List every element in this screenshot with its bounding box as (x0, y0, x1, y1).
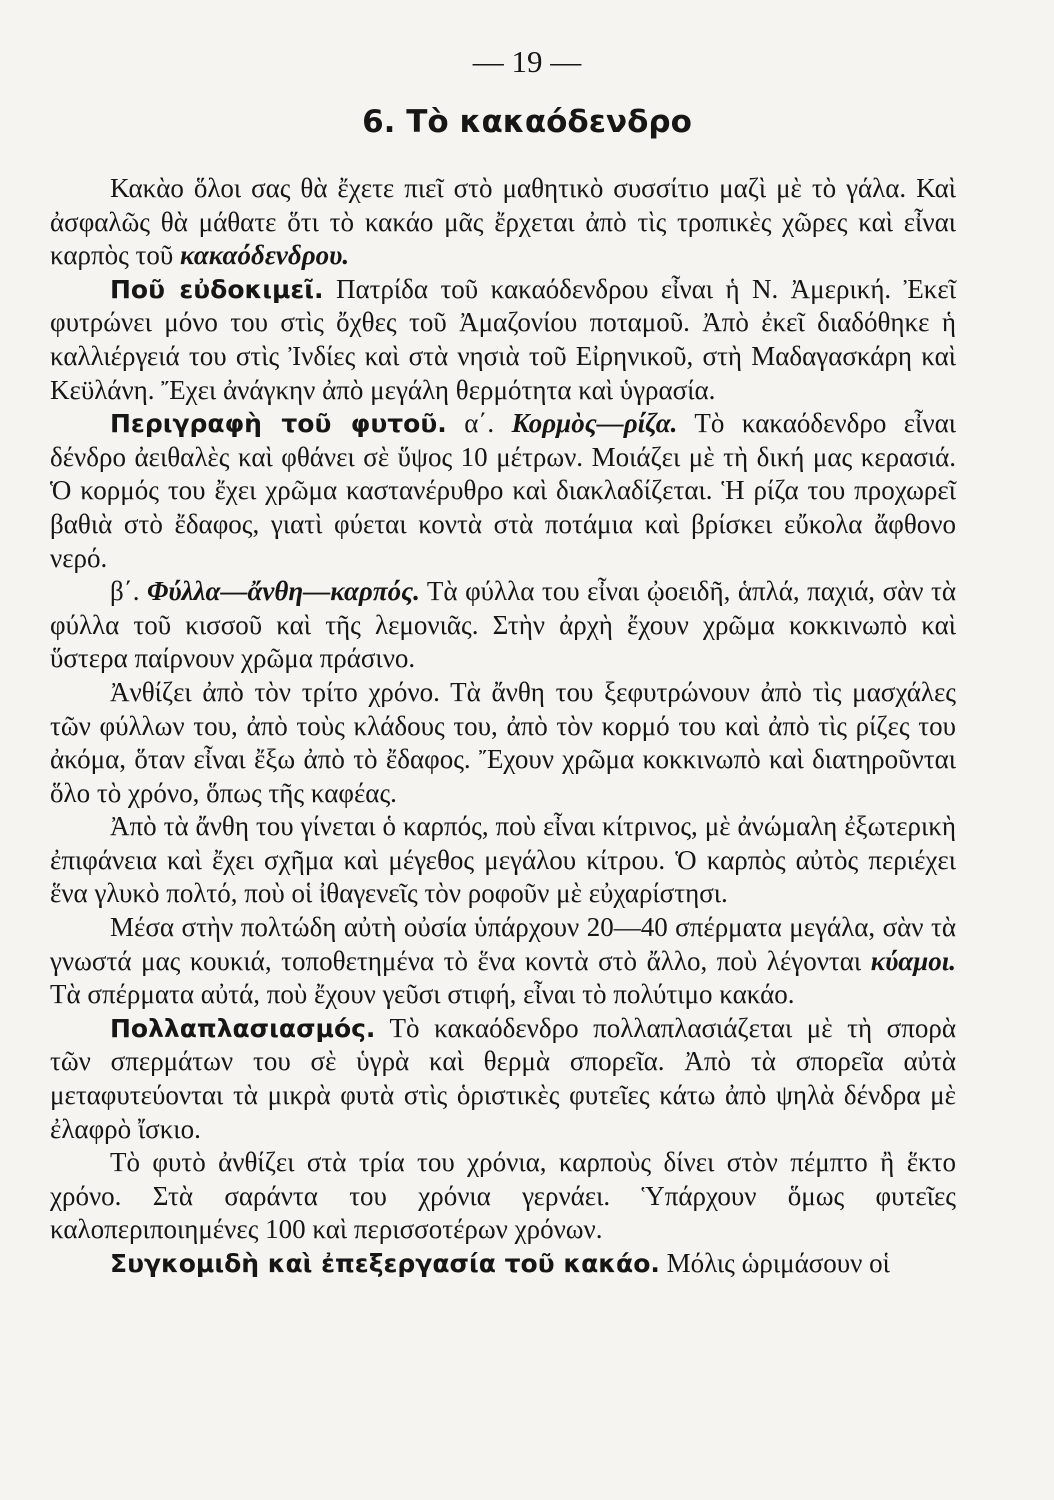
page-number: — 19 — (472, 44, 582, 79)
emphasized-term: κύαμοι. (870, 945, 956, 976)
paragraph-harvest (50, 1247, 956, 1281)
paragraph-intro (50, 172, 956, 273)
paragraph-text: Μέσα στὴν πολτώδη αὐτὴ οὐσία ὑπάρχουν 20—40 σπέρματα μεγάλα, σὰν τὰ γνωστά μας κουκιά, τοποθετημένα τὸ ἕνα κοντὰ στὸ ἄλλο, ποὺ λέγονται (50, 912, 956, 976)
section-heading: Περιγραφὴ τοῦ φυτοῦ. (110, 409, 447, 439)
paragraph-text: Τὸ κακαόδενδρο πολλαπλασιάζεται μὲ τὴ σπορὰ τῶν σπερμάτων του σὲ ὑγρὰ καὶ θερμὰ σπορεῖα. Ἀπὸ τὰ σπορεῖα αὐτὰ μεταφυτεύονται τὰ μικρὰ φυτὰ στὶς ὁριστικὲς φυτεῖες κάτω ἀπὸ ψηλὰ δένδρα μὲ ἐλαφρὸ ἴσκιο. (50, 1012, 956, 1144)
paragraph-habitat (50, 273, 956, 407)
paragraph-text: Ἀπὸ τὰ ἄνθη του γίνεται ὁ καρπός, ποὺ εἶναι κίτρινος, μὲ ἀνώμαλη ἐξωτερικὴ ἐπιφάνεια καὶ ἔχει σχῆμα καὶ μέγεθος μεγάλου κίτρου. Ὁ καρπὸς αὐτὸς περιέχει ἕνα γλυκὸ πολτό, ποὺ οἱ ἰθαγενεῖς τὸν ροφοῦν μὲ εὐχαρίστησι. (50, 811, 956, 909)
paragraph-text: Τὰ φύλλα του εἶναι ᾠοειδῆ, ἁπλά, παχιά, σὰν τὰ φύλλα τοῦ κισσοῦ καὶ τῆς λεμονιᾶς. Στὴν ἀρχὴ ἔχουν χρῶμα κοκκινωπὸ καὶ ὕστερα παίρνουν χρῶμα πράσινο. (50, 576, 956, 674)
paragraph-propagation (50, 1012, 956, 1146)
paragraph-text: Τὸ κακαόδενδρο εἶναι δένδρο ἀειθαλὲς καὶ φθάνει σὲ ὕψος 10 μέτρων. Μοιάζει μὲ τὴ δική μας κερασιά. Ὁ κορμός του ἔχει χρῶμα καστανέρυθρο καὶ διακλαδίζεται. Ἡ ρίζα του προχωρεῖ βαθιὰ στὸ ἔδαφος, γιατὶ φύεται κοντὰ στὰ ποτάμια καὶ βρίσκει εὔκολα ἄφθονο νερό. (50, 408, 957, 573)
paragraph-text: Μόλις ὡριμάσουν οἱ (659, 1248, 890, 1278)
paragraph-text: Ἀνθίζει ἀπὸ τὸν τρίτο χρόνο. Τὰ ἄνθη του ξεφυτρώνουν ἀπὸ τὶς μασχάλες τῶν φύλλων του, ἀπὸ τοὺς κλάδους του, ἀπὸ τὸν κορμό του καὶ ἀπὸ τὶς ρίζες του ἀκόμα, ὅταν εἶναι ἔξω ἀπὸ τὸ ἔδαφος. Ἔχουν χρῶμα κοκκινωπὸ καὶ διατηροῦνται ὅλο τὸ χρόνο, ὅπως τῆς καφέας. (50, 676, 956, 808)
emphasized-term: κακαόδενδρου. (180, 240, 350, 271)
section-heading: Πολλαπλασιασμός. (110, 1013, 376, 1043)
paragraph-text: Τὰ σπέρματα αὐτά, ποὺ ἔχουν γεῦσι στιφή, εἶναι τὸ πολύτιμο κακάο. (50, 979, 795, 1010)
paragraph-flowers (50, 676, 956, 810)
emphasized-term: Φύλλα—ἄνθη—καρπός. (147, 576, 420, 607)
paragraph-seeds (50, 911, 956, 1012)
paragraph-text: Πατρίδα τοῦ κακαόδενδρου εἶναι ἡ Ν. Ἀμερική. Ἐκεῖ φυτρώνει μόνο του στὶς ὄχθες τοῦ Ἀμαζονίου ποταμοῦ. Ἀπὸ ἐκεῖ διαδόθηκε ἡ καλλιέργειά του στὶς Ἰνδίες καὶ στὰ νησιὰ τοῦ Εἰρηνικοῦ, στὴ Μαδαγασκάρη καὶ Κεϋλάνη. Ἔχει ἀνάγκην ἀπὸ μεγάλη θερμότητα καὶ ὑγρασία. (50, 273, 956, 405)
paragraph-description-trunk (50, 407, 956, 575)
paragraph-text: α΄. (446, 408, 512, 439)
paragraph-text: β΄. (110, 576, 148, 607)
section-heading: Συγκομιδὴ καὶ ἐπεξεργασία τοῦ κακάο. (110, 1249, 660, 1278)
chapter-title: 6. Τὸ κακαόδενδρο (362, 104, 692, 140)
section-heading: Ποῦ εὐδοκιμεῖ. (110, 274, 324, 304)
emphasized-term: Κορμὸς—ρίζα. (511, 408, 678, 439)
paragraph-text: Τὸ φυτὸ ἀνθίζει στὰ τρία του χρόνια, καρποὺς δίνει στὸν πέμπτο ἢ ἕκτο χρόνο. Στὰ σαράντα του χρόνια γερνάει. Ὑπάρχουν ὅμως φυτεῖες καλοπεριποιημένες 100 καὶ περισσοτέρων χρόνων. (50, 1147, 956, 1245)
paragraph-description-leaves (50, 575, 956, 676)
paragraph-text: Κακὰο ὅλοι σας θὰ ἔχετε πιεῖ στὸ μαθητικὸ συσσίτιο μαζὶ μὲ τὸ γάλα. Καὶ ἀσφαλῶς θὰ μάθατε ὅτι τὸ κακάο μᾶς ἔρχεται ἀπὸ τὶς τροπικὲς χῶρες καὶ εἶναι καρπὸς τοῦ (50, 173, 956, 271)
paragraph-fruit (50, 810, 956, 911)
body-text (50, 172, 956, 1281)
paragraph-lifespan (50, 1146, 956, 1247)
